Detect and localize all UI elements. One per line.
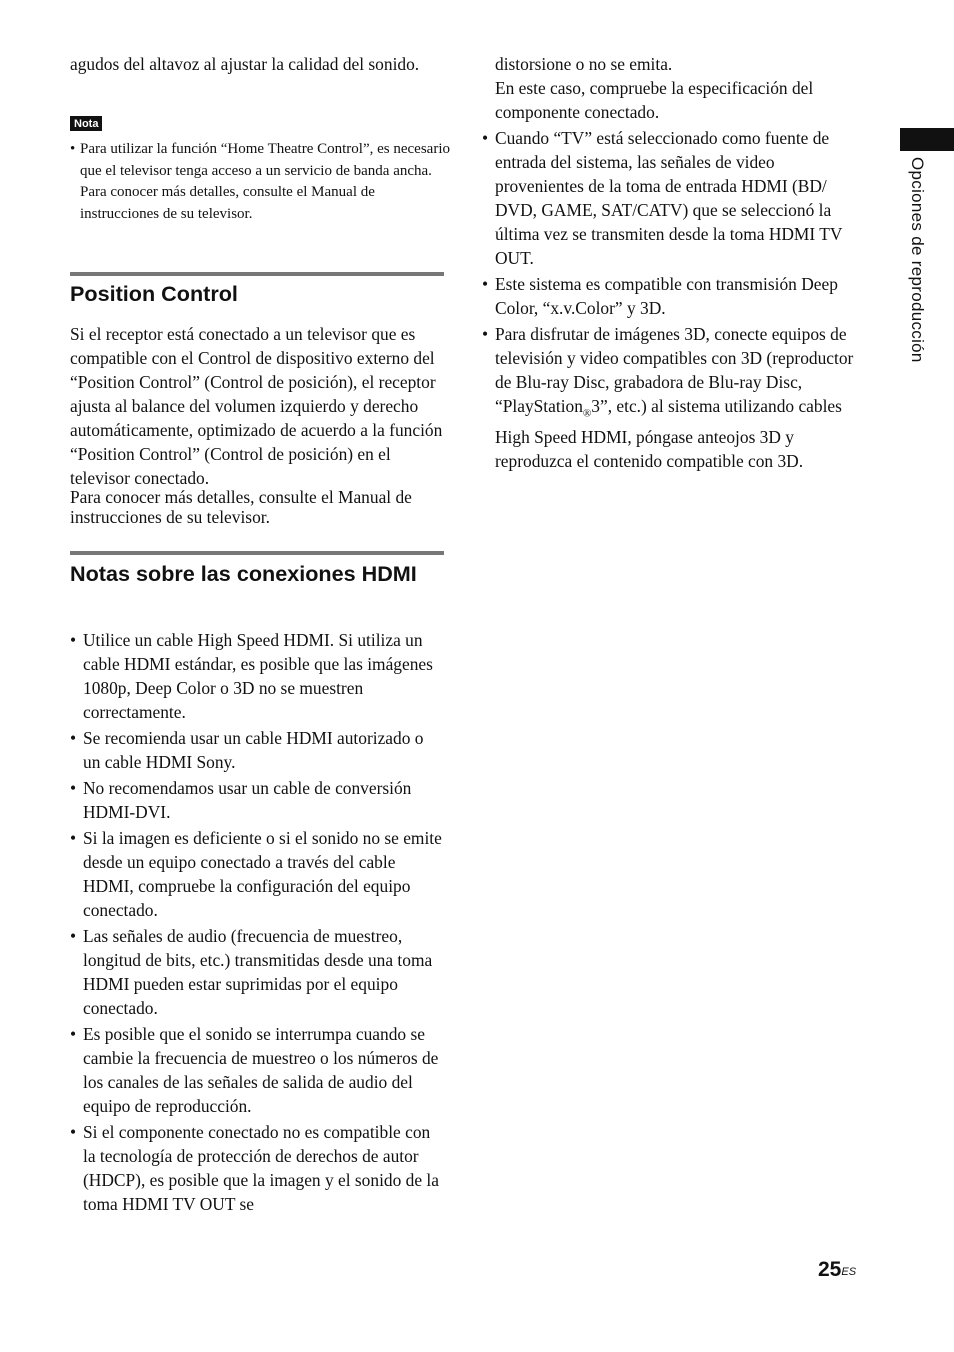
- list-item: • Es posible que el sonido se interrumpa cuando se cambie la frecuencia de muestreo o los números de los canales de las señales de salida de audio del equipo de reproducción.: [70, 1022, 444, 1118]
- heading-hdmi-notes: Notas sobre las conexiones HDMI: [70, 561, 417, 586]
- heading-position-control: Position Control: [70, 281, 238, 306]
- item-3d-text-after: 3”, etc.) al sistema utilizando cables High Speed HDMI, póngase anteojos 3D y reproduzca el contenido compatible con 3D.: [495, 396, 842, 472]
- list-item: • Las señales de audio (frecuencia de muestreo, longitud de bits, etc.) transmitidas desde una toma HDMI pueden estar suprimidas por el equipo conectado.: [70, 924, 444, 1020]
- hdmi-notes-list-right: [482, 126, 860, 475]
- page-number-value: 25: [818, 1258, 842, 1281]
- page-number: [818, 1257, 856, 1283]
- hdmi-notes-list-left: [70, 628, 444, 1218]
- note-item: [70, 139, 450, 225]
- note-line-1: Para utilizar la función “Home Theatre Control”, es necesario que el televisor tenga acceso a un servicio de banda ancha.: [80, 141, 450, 179]
- note-line-2: Para conocer más detalles, consulte el Manual de instrucciones de su televisor.: [80, 184, 375, 222]
- list-item: • Si el componente conectado no es compatible con la tecnología de protección de derechos de autor (HDCP), es posible que la imagen y el sonido de la toma HDMI TV OUT se: [70, 1120, 444, 1216]
- section-rule-hdmi: [70, 551, 444, 555]
- item-3d-text-before: Para disfrutar de imágenes 3D, conecte equipos de televisión y video compatibles con 3D (reproductor de Blu-ray Disc, grabadora de Blu-ray Disc, “PlayStation: [495, 324, 854, 416]
- hdmi-continued: [495, 52, 860, 124]
- position-control-manual-note: Para conocer más detalles, consulte el Manual de instrucciones de su televisor.: [70, 487, 412, 527]
- note-label: Nota: [70, 116, 102, 131]
- registered-mark: ®: [582, 407, 592, 420]
- continued-line: distorsione o no se emita.: [495, 54, 673, 74]
- page-number-suffix: ES: [841, 1266, 857, 1278]
- side-tab-bar: [900, 128, 954, 151]
- list-item: • Si la imagen es deficiente o si el sonido no se emite desde un equipo conectado a través del cable HDMI, compruebe la configuración del equipo conectado.: [70, 826, 444, 922]
- side-tab-label: Opciones de reproducción: [908, 157, 927, 363]
- list-item: • Este sistema es compatible con transmisión Deep Color, “x.v.Color” y 3D.: [482, 272, 860, 320]
- continued-note: En este caso, compruebe la especificación del componente conectado.: [495, 78, 814, 122]
- list-item: • Utilice un cable High Speed HDMI. Si utiliza un cable HDMI estándar, es posible que las imágenes 1080p, Deep Color o 3D no se muestren correctamente.: [70, 628, 444, 724]
- note-box: [70, 139, 450, 225]
- list-item: • Se recomienda usar un cable HDMI autorizado o un cable HDMI Sony.: [70, 726, 444, 774]
- section-rule-position-control: [70, 272, 444, 276]
- intro-text: agudos del altavoz al ajustar la calidad del sonido.: [70, 54, 420, 74]
- list-item: • Cuando “TV” está seleccionado como fuente de entrada del sistema, las señales de video provenientes de la toma de entrada HDMI (BD/ DVD, GAME, SAT/CATV) que se seleccionó la última vez se transmiten desde la toma HDMI TV OUT.: [482, 126, 860, 270]
- list-item-3d: [482, 322, 860, 473]
- position-control-paragraph: Si el receptor está conectado a un televisor que es compatible con el Control de dispositivo externo del “Position Control” (Control de posición), el receptor ajusta al balance del volumen izquierdo y derecho automáticamente, optimizado de acuerdo a la función “Position Control” (Control de posición) en el televisor conectado.: [70, 324, 443, 488]
- list-item: • No recomendamos usar un cable de conversión HDMI-DVI.: [70, 776, 444, 824]
